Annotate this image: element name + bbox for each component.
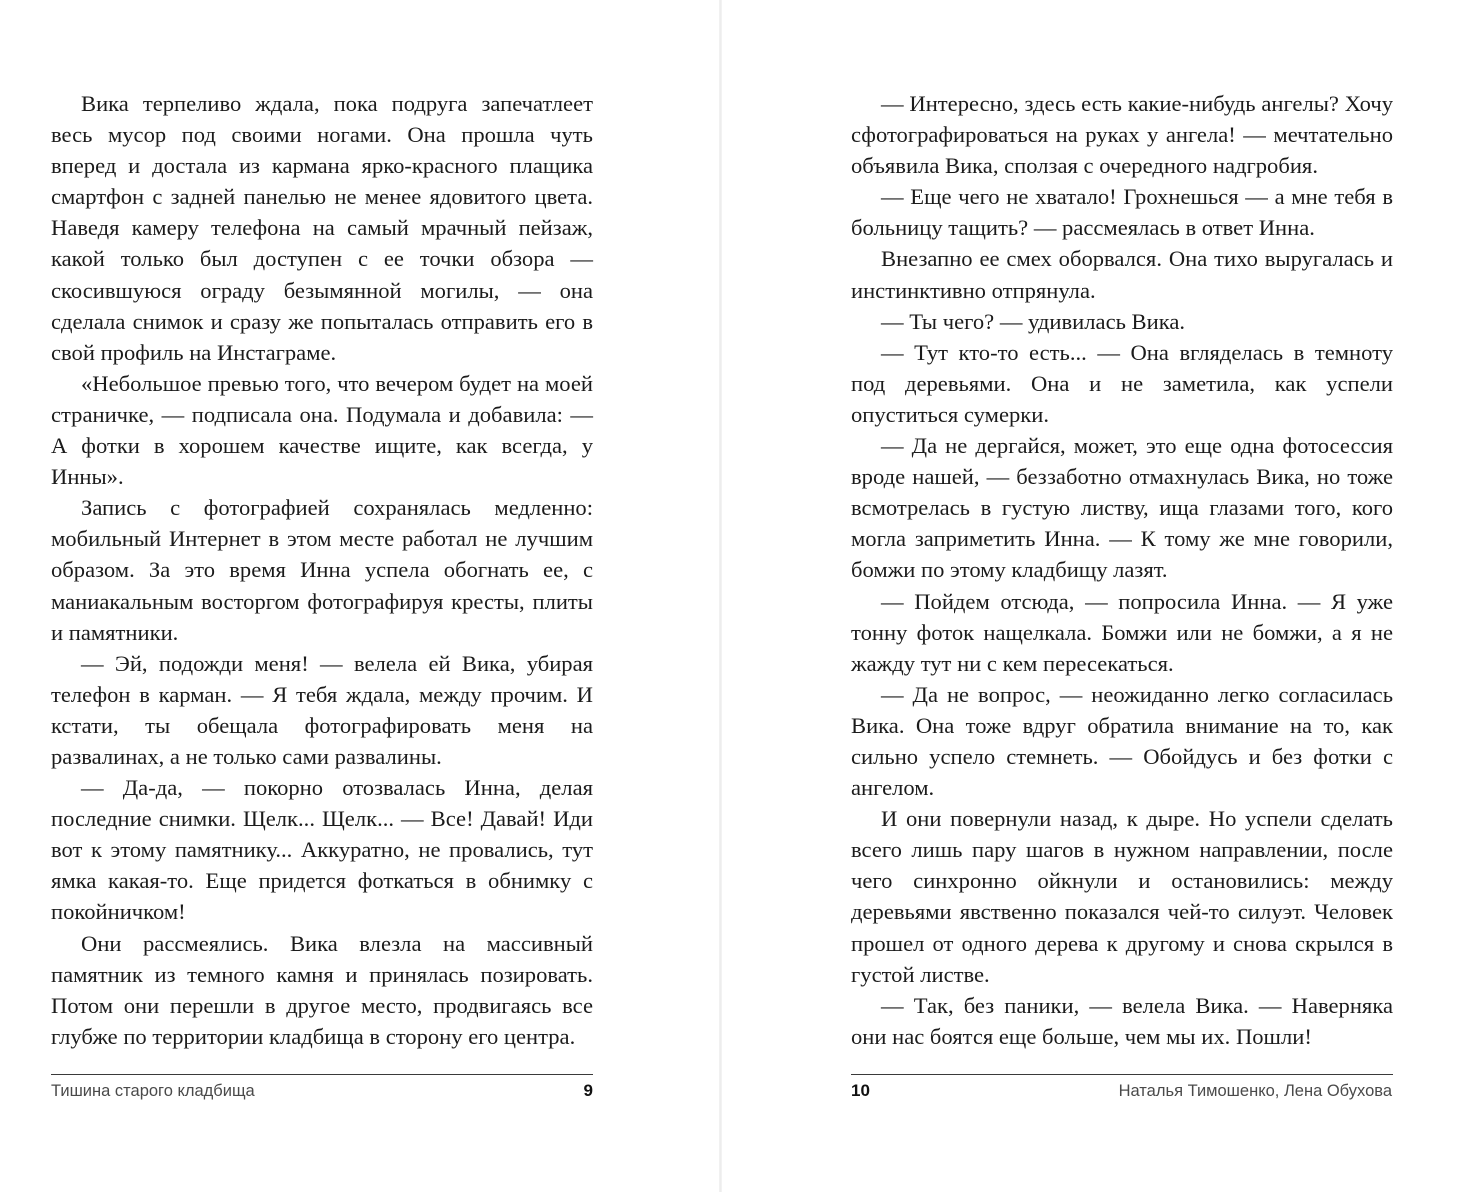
paragraph: — Тут кто-то есть... — Она вгляделась в темноту под деревьями. Она и не заметила, как успели опуститься сумерки. [851, 339, 1393, 427]
page-number: 9 [583, 1081, 593, 1100]
paragraph: Запись с фотографией сохранялась медленно: мобильный Интернет в этом месте работал не лучшим образом. За это время Инна успела обогнать ее, с маниакальным восторгом фотографируя кресты, плиты и памятники. [51, 495, 593, 645]
paragraph: — Пойдем отсюда, — попросила Инна. — Я уже тонну фоток нащелкала. Бомжи или не бомжи, а я не жажду тут ни с кем пересекаться. [851, 588, 1393, 676]
left-page-text [51, 88, 593, 1052]
paragraph: Они рассмеялись. Вика влезла на массивный памятник из темного камня и принялась позировать. Потом они перешли в другое место, продвигаясь все глубже по территории кладбища в сторону его центра. [51, 930, 593, 1049]
footer-divider [51, 1074, 593, 1075]
paragraph: И они повернули назад, к дыре. Но успели сделать всего лишь пару шагов в нужном направлении, после чего синхронно ойкнули и остановились: между деревьями явственно показался чей-то силуэт. Человек прошел от одного дерева к другому и снова скрылся в густой листве. [851, 806, 1393, 987]
paragraph: — Еще чего не хватало! Грохнешься — а мне тебя в больницу тащить? — рассмеялась в ответ Инна. [851, 184, 1393, 241]
paragraph: Внезапно ее смех оборвался. Она тихо выругалась и инстинктивно отпрянула. [851, 246, 1393, 303]
footer-divider [851, 1074, 1393, 1075]
paragraph: — Ты чего? — удивилась Вика. [881, 308, 1186, 334]
paragraph: — Да-да, — покорно отозвалась Инна, делая последние снимки. Щелк... Щелк... — Все! Давай! Иди вот к этому памятнику... Аккуратно, не провались, тут ямка какая-то. Еще придется фоткаться в обнимку с покойничком! [51, 775, 593, 925]
paragraph: — Интересно, здесь есть какие-нибудь ангелы? Хочу сфотографироваться на руках у ангела! — мечтательно объявила Вика, сползая с очередного надгробия. [851, 91, 1393, 179]
right-page-text [851, 88, 1393, 1052]
paragraph: — Эй, подожди меня! — велела ей Вика, убирая телефон в карман. — Я тебя ждала, между прочим. И кстати, ты обещала фотографировать меня на развалинах, а не только сами развалины. [51, 650, 593, 769]
paragraph: «Небольшое превью того, что вечером будет на моей страничке, — подписала она. Подумала и добавила: — А фотки в хорошем качестве ищите, как всегда, у Инны». [51, 370, 593, 490]
running-footer-book-title: Тишина старого кладбища [51, 1082, 255, 1100]
paragraph: — Да не вопрос, — неожиданно легко согласилась Вика. Она тоже вдруг обратила внимание на то, как сильно успело стемнеть. — Обойдусь и без фотки с ангелом. [851, 681, 1393, 801]
paragraph: Вика терпеливо ждала, пока подруга запечатлеет весь мусор под своими ногами. Она прошла чуть вперед и достала из кармана ярко-красного плащика смартфон с задней панелью не менее ядовитого цвета. Наведя камеру телефона на самый мрачный пейзаж, какой только был доступен с ее точки обзора — скосившуюся ограду безымянной могилы, — она сделала снимок и сразу же попыталась отправить его в свой профиль на Инстаграме. [51, 91, 593, 365]
page-number: 10 [851, 1081, 870, 1100]
left-page [0, 0, 719, 1192]
right-page [722, 0, 1459, 1192]
paragraph: — Так, без паники, — велела Вика. — Наверняка они нас боятся еще больше, чем мы их. Пошли! [851, 992, 1393, 1049]
running-footer-authors: Наталья Тимошенко, Лена Обухова [1118, 1082, 1392, 1100]
paragraph: — Да не дергайся, может, это еще одна фотосессия вроде нашей, — беззаботно отмахнулась Вика, но тоже всмотрелась в густую листву, ища глазами того, кого могла заприметить Инна. — К тому же мне говорили, бомжи по этому кладбищу лазят. [851, 433, 1393, 583]
